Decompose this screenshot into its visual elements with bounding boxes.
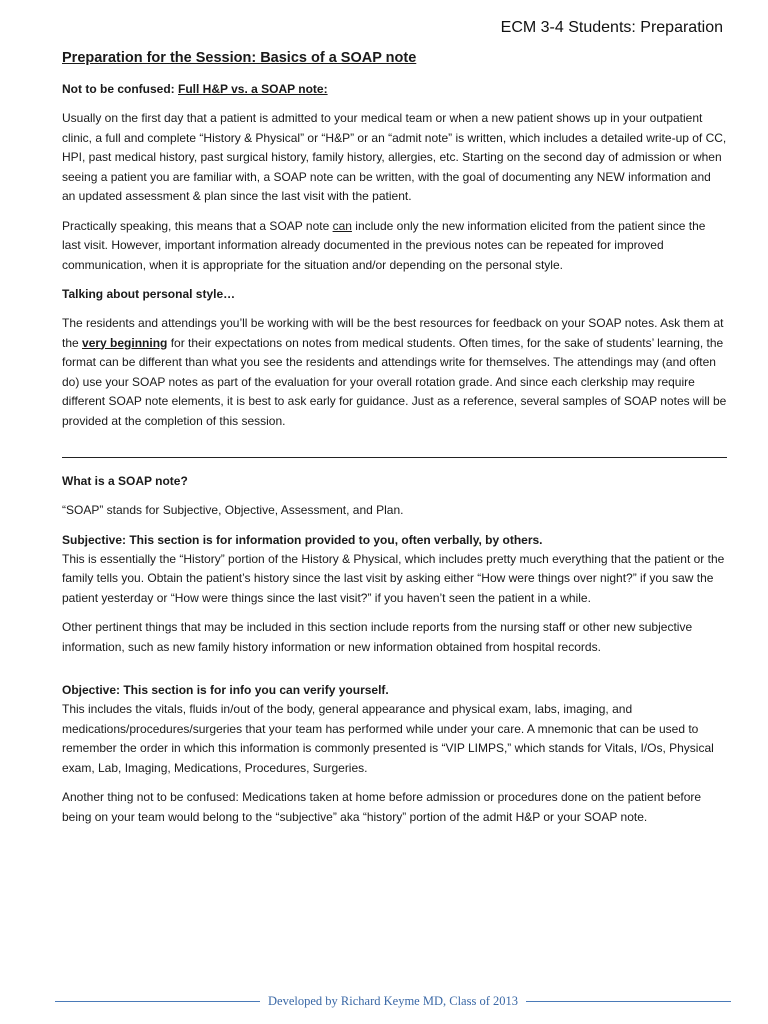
page-header: ECM 3-4 Students: Preparation bbox=[500, 19, 723, 36]
paragraph-personal-style bbox=[62, 314, 727, 431]
paragraph-subjective-2: Other pertinent things that may be included in this section include reports from the nursing staff or other new subjective information, such as new family history information or new information obtained from hospital records. bbox=[62, 620, 693, 654]
spacer bbox=[62, 667, 727, 681]
section-heading-hp-vs-soap bbox=[62, 80, 727, 99]
horizontal-divider bbox=[62, 457, 727, 458]
paragraph-objective-1: This includes the vitals, fluids in/out of the body, general appearance and physical exam, labs, imaging, and medications/procedures/surgeries that your team has performed while under your care. A mnemonic that can be used to remember the order in which this information is commonly presented is “VIP LIMPS,” which stands for Vitals, I/Os, Physical exam, Lab, Imaging, Medications, Procedures, Surgeries. bbox=[62, 702, 714, 775]
document-body bbox=[62, 48, 727, 837]
emphasis-very-beginning: very beginning bbox=[82, 335, 168, 350]
emphasis-can: can bbox=[332, 218, 352, 233]
heading-prefix: Not to be confused: bbox=[62, 82, 178, 96]
heading-underlined: Full H&P vs. a SOAP note: bbox=[178, 82, 328, 96]
section-heading-what-is-soap: What is a SOAP note? bbox=[62, 474, 188, 488]
paragraph-text: The residents and attendings you’ll be working with will be the best resources for feedback on your SOAP notes. Ask them at the bbox=[62, 316, 724, 350]
page-footer bbox=[55, 994, 731, 1009]
paragraph-subjective-1: This is essentially the “History” portion of the History & Physical, which includes pretty much everything that the patient or the family tells you. Obtain the patient’s history since the last visit by asking either “How were things over night?” if you saw the patient yesterday or “How were things since the last visit?” if you haven’t seen the patient in a while. bbox=[62, 551, 725, 605]
footer-line-left bbox=[55, 1001, 260, 1002]
paragraph-objective-2: Another thing not to be confused: Medications taken at home before admission or procedures done on the patient before being on your team would belong to the “subjective” aka “history” portion of the admit H&P or your SOAP note. bbox=[62, 790, 702, 824]
paragraph-text: for their expectations on notes from medical students. Often times, for the sake of students’ learning, the format can be different than what you see the residents and attendings write for themselves. The attendings may (and often do) use your SOAP notes as part of the evaluation for your overall rotation grade. And since each clerkship may require different SOAP note elements, it is best to ask early for guidance. Just as a reference, several samples of SOAP notes will be provided at the completion of this session. bbox=[62, 335, 727, 428]
section-heading-personal-style: Talking about personal style… bbox=[62, 287, 236, 301]
paragraph-soap-definition: “SOAP” stands for Subjective, Objective, Assessment, and Plan. bbox=[62, 503, 404, 517]
section-heading-subjective: Subjective: This section is for information provided to you, often verbally, by others. bbox=[62, 532, 543, 547]
section-heading-objective: Objective: This section is for info you can verify yourself. bbox=[62, 683, 389, 697]
paragraph-practically-speaking bbox=[62, 217, 727, 276]
page-title: Preparation for the Session: Basics of a SOAP note bbox=[62, 50, 417, 66]
paragraph-text: include only the new information elicited from the patient since the last visit. However, important information already documented in the previous notes can be repeated for improved communication, when it is appropriate for the situation and/or depending on the personal style. bbox=[62, 218, 706, 272]
paragraph-text: Practically speaking, this means that a SOAP note bbox=[62, 218, 333, 233]
paragraph-hp-description: Usually on the first day that a patient is admitted to your medical team or when a new patient shows up in your outpatient clinic, a full and complete “History & Physical” or “H&P” or an “admit note” is written, which includes a detailed write-up of CC, HPI, past medical history, past surgical history, family history, allergies, etc. Starting on the second day of admission or when seeing a patient you are familiar with, a SOAP note can be written, with the goal of documenting any NEW information and an updated assessment & plan since the last visit with the patient. bbox=[62, 111, 727, 203]
footer-line-right bbox=[526, 1001, 731, 1002]
footer-credit: Developed by Richard Keyme MD, Class of 2013 bbox=[268, 994, 518, 1008]
